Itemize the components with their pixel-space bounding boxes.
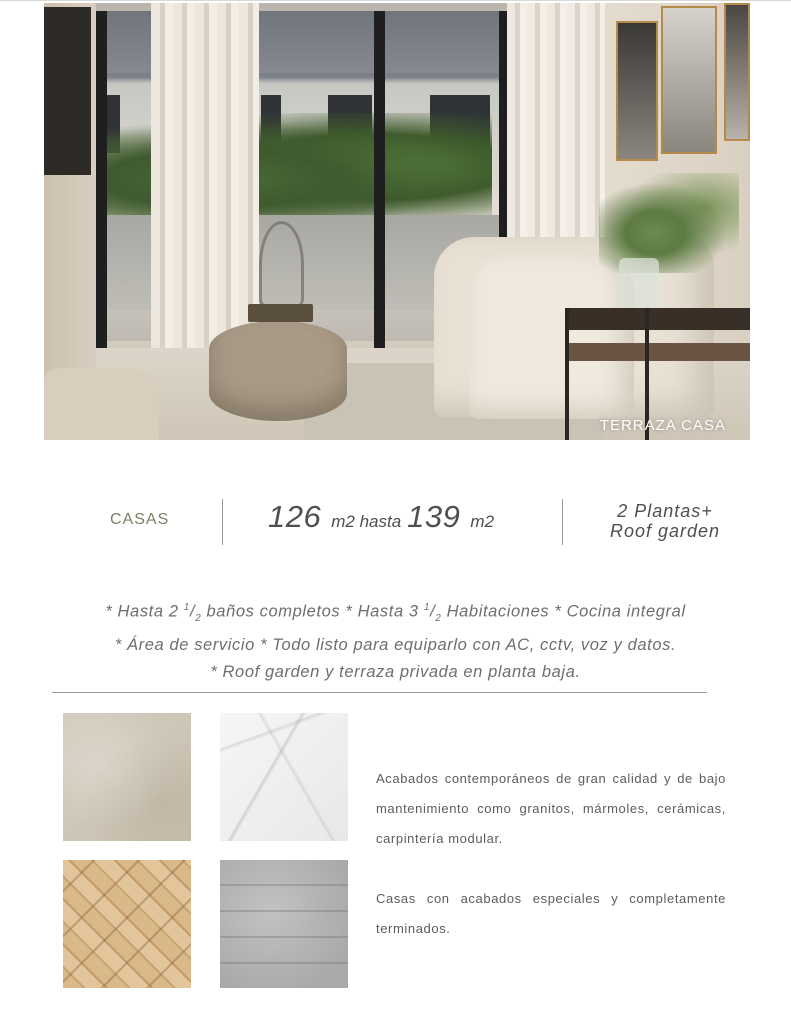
vertical-divider [562,499,563,545]
levels-line-2: Roof garden [609,521,721,541]
door-frame [374,11,385,351]
area-max-unit: m2 [470,512,495,531]
pouf [209,321,347,421]
feature-text: baños completos * Hasta 3 [201,602,419,621]
specs-row [0,495,791,549]
property-type: CASAS [110,511,170,528]
top-divider [0,0,791,1]
finishes-description: Acabados contemporáneos de gran calidad y de bajo mantenimiento como granitos, mármoles, cerámicas, carpintería modular. [376,771,726,846]
throw-blanket [44,368,159,440]
table-leg [565,308,569,440]
wall-art [616,21,658,161]
area-max: 139 [407,499,461,534]
table-top [565,308,750,330]
features-list [30,594,761,686]
swatch-grey-concrete [220,860,348,988]
wall-art [661,6,717,154]
swatch-herringbone-wood [63,860,191,988]
area-range [268,499,500,535]
levels-line-1: 2 Plantas+ [617,501,713,521]
feature-text: * Hasta 2 [105,602,179,621]
garden-chair [259,221,304,309]
features-line-3: * Roof garden y terraza privada en planta baja. [210,662,581,681]
fraction-denominator: 2 [195,612,202,624]
wall-art [724,3,750,141]
section-divider [52,692,707,693]
door-frame [96,11,107,351]
feature-text: Habitaciones * Cocina integral [441,602,686,621]
area-min-unit: m2 hasta [331,512,402,531]
swatch-white-marble [220,713,348,841]
levels-info [600,501,730,541]
swatch-beige-stone [63,713,191,841]
tv-screen [44,7,91,175]
fraction-numerator: 1 [183,602,190,613]
fraction-numerator: 1 [423,602,431,613]
table-shelf [565,343,750,361]
features-line-1: * Hasta 2 $^1/_2$ baños completos * Hasta 3 $^1/_2$ Habitaciones * Cocina integral [105,602,686,624]
eucalyptus-plant [599,173,739,273]
features-line-2: * Área de servicio * Todo listo para equiparlo con AC, cctv, voz y datos. [114,635,677,654]
curtain-left [151,3,259,358]
fraction-denominator: 2 [435,612,442,624]
books [248,304,313,322]
houses-description: Casas con acabados especiales y completamente terminados. [376,891,726,936]
hero-image-terraza [44,3,750,440]
vertical-divider [222,499,223,545]
curtain-right [507,3,605,253]
glass-vase [619,258,659,313]
hero-caption: TERRAZA CASA [599,417,726,434]
area-min: 126 [268,499,322,534]
